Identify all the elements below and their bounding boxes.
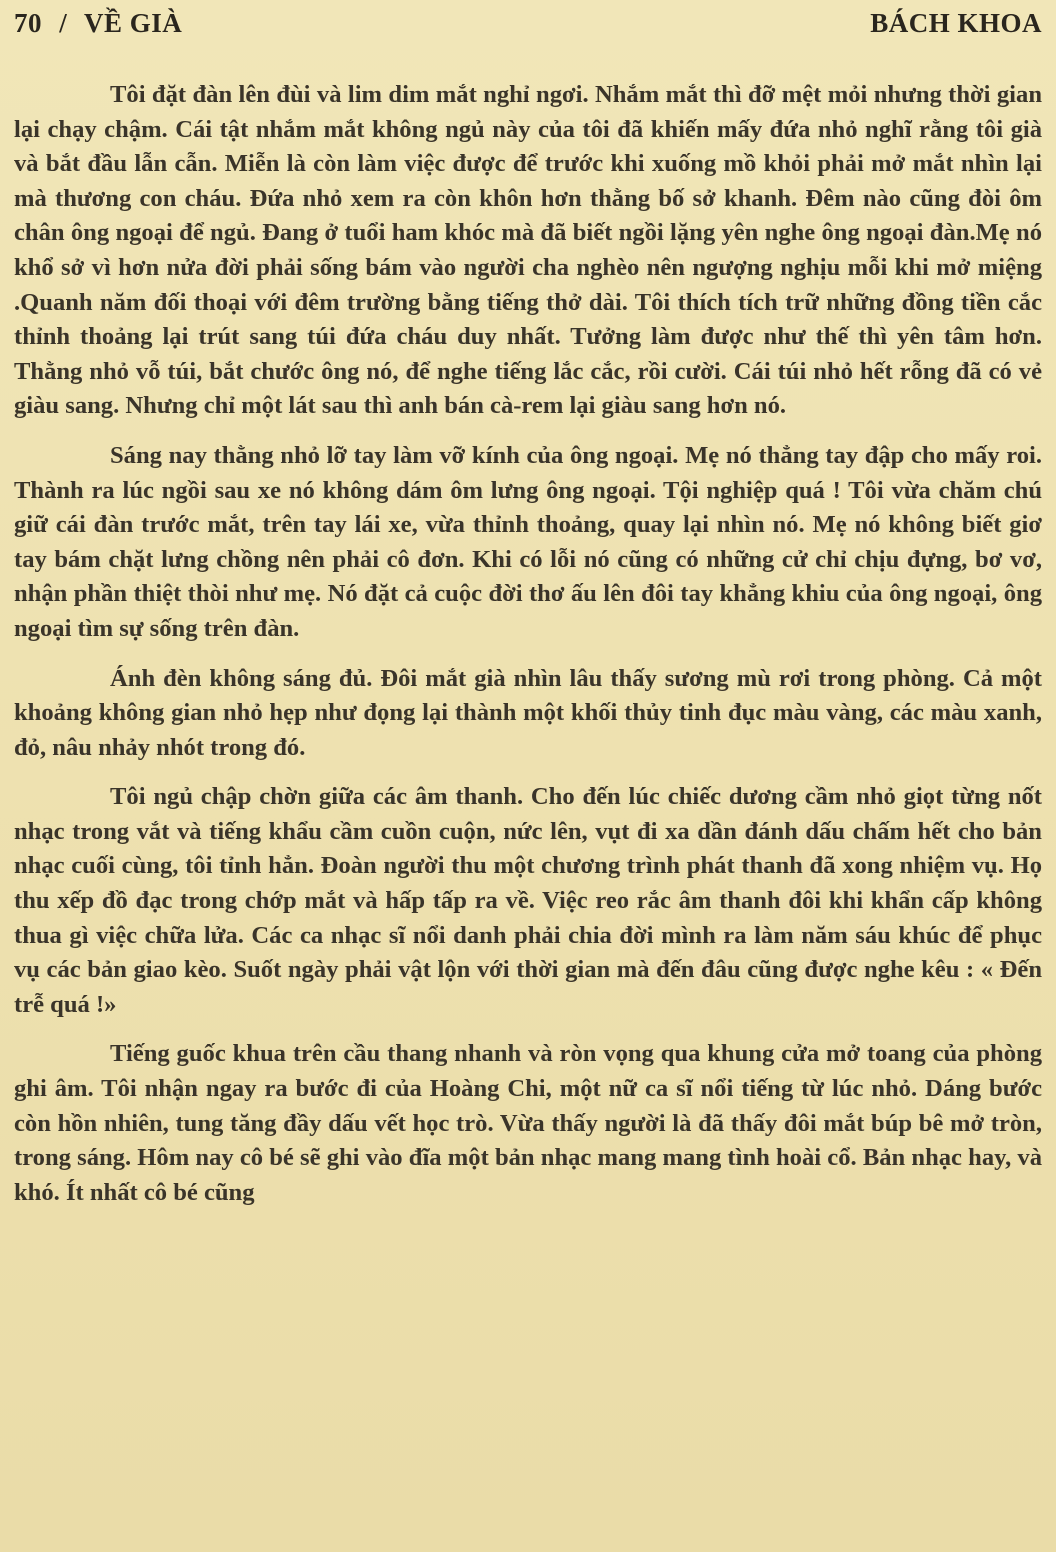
header-left xyxy=(14,8,192,39)
paragraph: Ánh đèn không sáng đủ. Đôi mắt già nhìn lâu thấy sương mù rơi trong phòng. Cả một khoảng không gian nhỏ hẹp như đọng lại thành một khối thủy tinh đục màu vàng, các màu xanh, đỏ, nâu nhảy nhót trong đó. xyxy=(14,664,1042,761)
paragraph: Sáng nay thằng nhỏ lỡ tay làm vỡ kính của ông ngoại. Mẹ nó thẳng tay đập cho mấy roi. Thành ra lúc ngồi sau xe nó không dám ôm lưng ông ngoại. Tội nghiệp quá ! Tôi vừa chăm chú giữ cái đàn trước mắt, trên tay lái xe, vừa thỉnh thoảng, quay lại nhìn nó. Mẹ nó không biết giơ tay bám chặt lưng chồng nên phải cô đơn. Khi có lỗi nó cũng có những cử chỉ chịu đựng, bơ vơ, nhận phần thiệt thòi như mẹ. Nó đặt cả cuộc đời thơ ấu lên đôi tay khẳng khiu của ông ngoại, ông ngoại tìm sự sống trên đàn. xyxy=(14,441,1042,642)
page-header xyxy=(14,8,1042,56)
section-title: VỀ GIÀ xyxy=(84,8,183,38)
magazine-title: BÁCH KHOA xyxy=(870,8,1042,38)
header-separator: / xyxy=(59,8,68,38)
paragraph: Tôi ngủ chập chờn giữa các âm thanh. Cho đến lúc chiếc dương cầm nhỏ giọt từng nốt nhạc trong vắt và tiếng khẩu cầm cuồn cuộn, nức lên, vụt đi xa dần đánh dấu chấm hết cho bản nhạc cuối cùng, tôi tỉnh hẳn. Đoàn người thu một chương trình phát thanh đã xong nhiệm vụ. Họ thu xếp đồ đạc trong chớp mắt và hấp tấp ra về. Việc reo rắc âm thanh đôi khi khẩn cấp không thua gì việc chữa lửa. Các ca nhạc sĩ nổi danh phải chia đời mình ra làm năm sáu khúc để phục vụ các bản giao kèo. Suốt ngày phải vật lộn với thời gian mà đến đâu cũng được nghe kêu : « Đến trễ quá !» xyxy=(14,783,1042,1018)
paragraph: Tôi đặt đàn lên đùi và lim dim mắt nghỉ ngơi. Nhắm mắt thì đỡ mệt mỏi nhưng thời gian lại chạy chậm. Cái tật nhắm mắt không ngủ này của tôi đã khiến mấy đứa nhỏ nghĩ rằng tôi già và bắt đầu lẫn cẫn. Miễn là còn làm việc được để trước khi xuống mồ khỏi phải mở mắt nhìn lại mà thương con cháu. Đứa nhỏ xem ra còn khôn hơn thằng bố sở khanh. Đêm nào cũng đòi ôm chân ông ngoại để ngủ. Đang ở tuổi ham khóc mà đã biết ngồi lặng yên nghe ông ngoại đàn.Mẹ nó khổ sở vì hơn nửa đời phải sống bám vào người cha nghèo nên ngượng nghịu mỗi khi mở miệng .Quanh năm đối thoại với đêm trường bằng tiếng thở dài. Tôi thích tích trữ những đồng tiền cắc thỉnh thoảng lại trút sang túi đứa cháu duy nhất. Tưởng làm được như thế thì yên tâm hơn. Thằng nhỏ vỗ túi, bắt chước ông nó, để nghe tiếng lắc cắc, rồi cười. Cái túi nhỏ hết rỗng đã có vẻ giàu sang. Nhưng chỉ một lát sau thì anh bán cà-rem lại giàu sang hơn nó. xyxy=(14,81,1042,420)
paragraph: Tiếng guốc khua trên cầu thang nhanh và ròn vọng qua khung cửa mở toang của phòng ghi âm. Tôi nhận ngay ra bước đi của Hoàng Chi, một nữ ca sĩ nổi tiếng từ lúc nhỏ. Dáng bước còn hồn nhiên, tung tăng đầy dấu vết học trò. Vừa thấy người là đã thấy đôi mắt búp bê mở tròn, trong sáng. Hôm nay cô bé sẽ ghi vào đĩa một bản nhạc mang mang tình hoài cổ. Bản nhạc hay, và khó. Ít nhất cô bé cũng xyxy=(14,1040,1042,1206)
article-body xyxy=(14,78,1042,1210)
page-number: 70 xyxy=(14,8,42,38)
